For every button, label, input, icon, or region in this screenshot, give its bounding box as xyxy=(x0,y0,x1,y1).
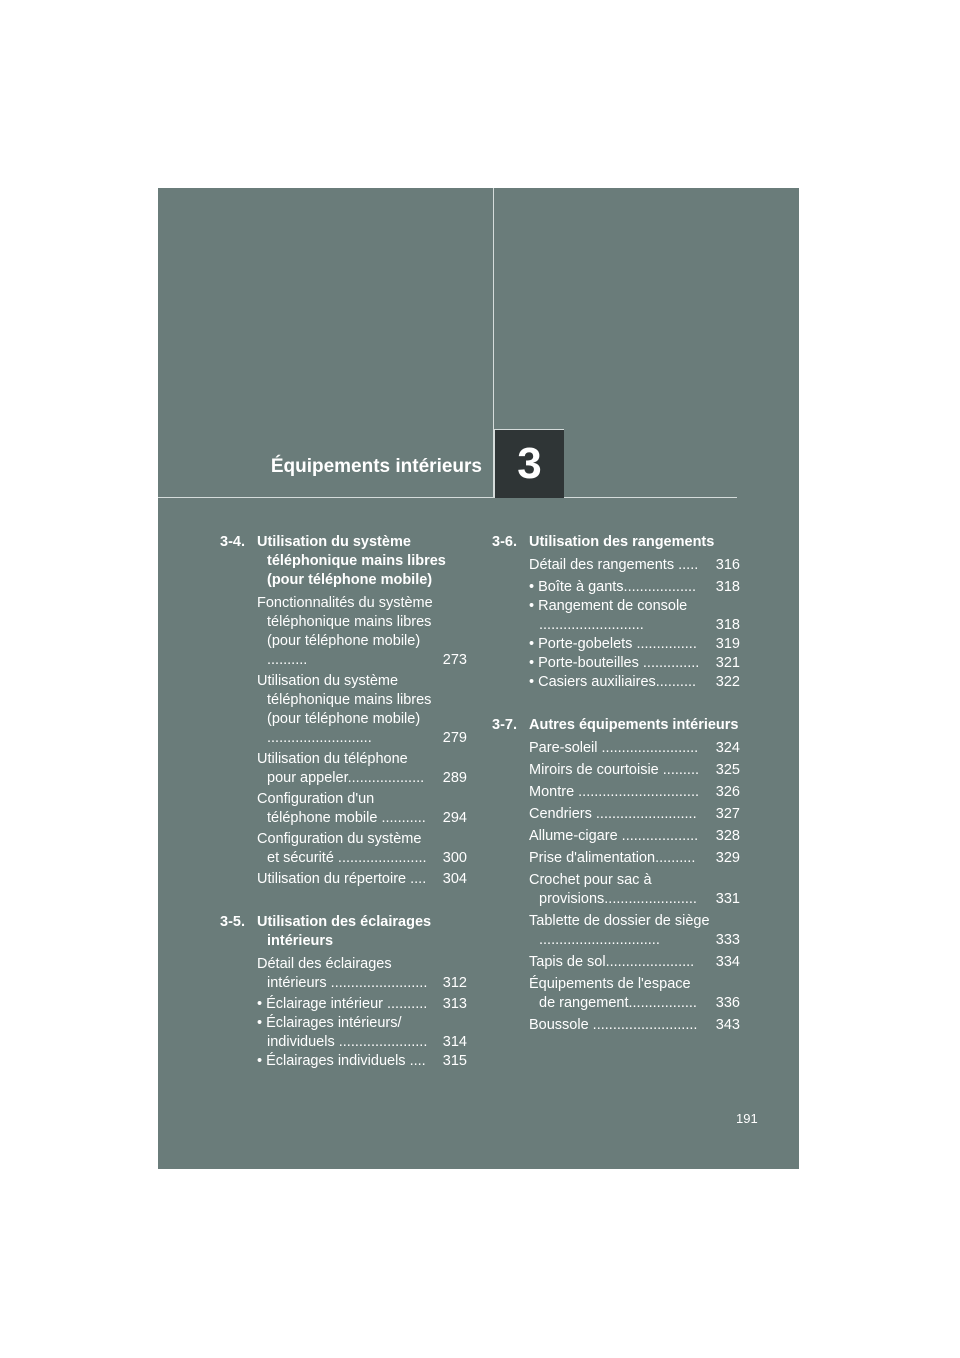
entry-title: Configuration du système et sécurité ...................... xyxy=(257,831,427,866)
toc-entry[interactable] xyxy=(529,578,740,597)
toc-entry[interactable] xyxy=(529,556,740,575)
toc-entry[interactable] xyxy=(529,849,740,868)
entry-page-number: 273 xyxy=(442,652,467,668)
toc-entry[interactable] xyxy=(529,783,740,802)
entry-page-number: 329 xyxy=(715,850,740,866)
section-heading xyxy=(220,533,467,590)
header-rule xyxy=(158,497,737,498)
toc-entry[interactable] xyxy=(529,975,740,1013)
chapter-number-badge: 3 xyxy=(494,429,564,498)
entry-title: Tapis de sol...................... xyxy=(529,954,695,970)
entry-title: Utilisation du répertoire .... xyxy=(257,871,427,887)
section-title: Utilisation du système téléphonique mains libres (pour téléphone mobile) xyxy=(257,534,446,588)
section-title: Autres équipements intérieurs xyxy=(529,717,739,733)
section-number: 3-5. xyxy=(220,914,245,930)
toc-entry[interactable] xyxy=(529,597,740,635)
section-title: Utilisation des rangements xyxy=(529,534,715,550)
toc-section xyxy=(220,533,467,889)
entry-page-number: 324 xyxy=(715,740,740,756)
entry-title: Tablette de dossier de siège .............................. xyxy=(529,913,710,948)
toc-entry[interactable] xyxy=(529,1016,740,1035)
toc-entry[interactable] xyxy=(257,1052,467,1071)
entry-page-number: 343 xyxy=(715,1017,740,1033)
entry-title: • Éclairages individuels .... xyxy=(257,1053,426,1069)
entry-page-number: 318 xyxy=(715,617,740,633)
entry-title: Configuration d'un téléphone mobile ........... xyxy=(257,791,426,826)
entry-title: • Rangement de console .......................... xyxy=(529,598,688,633)
toc-left-column xyxy=(220,533,467,1095)
entry-page-number: 336 xyxy=(715,995,740,1011)
toc-entry[interactable] xyxy=(529,635,740,654)
entry-page-number: 333 xyxy=(715,932,740,948)
entry-title: Fonctionnalités du système téléphonique mains libres (pour téléphone mobile) .......... xyxy=(257,595,433,668)
entry-page-number: 319 xyxy=(715,636,740,652)
section-number: 3-7. xyxy=(492,717,517,733)
entry-page-number: 304 xyxy=(442,871,467,887)
toc-entry[interactable] xyxy=(529,912,740,950)
toc-entry[interactable] xyxy=(257,790,467,828)
entry-title: • Boîte à gants.................. xyxy=(529,579,697,595)
entry-page-number: 326 xyxy=(715,784,740,800)
chapter-title: Équipements intérieurs xyxy=(270,456,482,477)
toc-entry[interactable] xyxy=(257,870,467,889)
toc-entry[interactable] xyxy=(529,953,740,972)
entry-title: Boussole .......................... xyxy=(529,1017,698,1033)
entry-title: Crochet pour sac à provisions....................... xyxy=(529,872,697,907)
entry-page-number: 312 xyxy=(442,975,467,991)
toc-entry[interactable] xyxy=(257,830,467,868)
section-heading xyxy=(492,533,740,552)
toc-section xyxy=(220,913,467,1071)
entry-title: • Éclairages intérieurs/ individuels ...................... xyxy=(257,1015,428,1050)
entry-title: • Porte-gobelets ............... xyxy=(529,636,697,652)
entry-page-number: 325 xyxy=(715,762,740,778)
section-heading xyxy=(220,913,467,951)
entry-page-number: 294 xyxy=(442,810,467,826)
section-number: 3-4. xyxy=(220,534,245,550)
toc-entry[interactable] xyxy=(257,955,467,993)
toc-entry[interactable] xyxy=(529,805,740,824)
entry-title: Détail des éclairages intérieurs ........................ xyxy=(257,956,428,991)
section-number: 3-6. xyxy=(492,534,517,550)
entry-page-number: 321 xyxy=(715,655,740,671)
entry-page-number: 322 xyxy=(715,674,740,690)
entry-title: Utilisation du système téléphonique mains libres (pour téléphone mobile) .......................... xyxy=(257,673,432,746)
toc-section xyxy=(492,533,740,692)
entry-page-number: 328 xyxy=(715,828,740,844)
toc-right-column xyxy=(492,533,740,1059)
entry-page-number: 327 xyxy=(715,806,740,822)
entry-title: Utilisation du téléphone pour appeler................... xyxy=(257,751,425,786)
entry-page-number: 289 xyxy=(442,770,467,786)
toc-entry[interactable] xyxy=(257,750,467,788)
toc-entry[interactable] xyxy=(529,871,740,909)
entry-title: Montre .............................. xyxy=(529,784,700,800)
entry-title: Prise d'alimentation.......... xyxy=(529,850,696,866)
toc-entry[interactable] xyxy=(529,739,740,758)
toc-entry[interactable] xyxy=(257,995,467,1014)
toc-section xyxy=(492,716,740,1035)
entry-page-number: 331 xyxy=(715,891,740,907)
toc-entry[interactable] xyxy=(529,673,740,692)
toc-entry[interactable] xyxy=(529,827,740,846)
entry-title: Équipements de l'espace de rangement................. xyxy=(529,976,697,1011)
entry-page-number: 300 xyxy=(442,850,467,866)
entry-page-number: 318 xyxy=(715,579,740,595)
entry-page-number: 315 xyxy=(442,1053,467,1069)
entry-page-number: 334 xyxy=(715,954,740,970)
toc-entry[interactable] xyxy=(257,594,467,670)
section-title: Utilisation des éclairages intérieurs xyxy=(257,914,432,949)
toc-entry[interactable] xyxy=(529,761,740,780)
entry-title: • Éclairage intérieur .......... xyxy=(257,996,428,1012)
entry-title: Cendriers ......................... xyxy=(529,806,697,822)
entry-title: Pare-soleil ........................ xyxy=(529,740,699,756)
entry-page-number: 313 xyxy=(442,996,467,1012)
section-heading xyxy=(492,716,740,735)
toc-entry[interactable] xyxy=(529,654,740,673)
entry-page-number: 314 xyxy=(442,1034,467,1050)
entry-page-number: 279 xyxy=(442,730,467,746)
entry-title: Allume-cigare ................... xyxy=(529,828,699,844)
page-number: 191 xyxy=(736,1111,758,1126)
entry-title: • Casiers auxiliaires.......... xyxy=(529,674,697,690)
entry-title: Détail des rangements ..... xyxy=(529,557,699,573)
entry-page-number: 316 xyxy=(715,557,740,573)
toc-entry[interactable] xyxy=(257,672,467,748)
entry-title: Miroirs de courtoisie ......... xyxy=(529,762,700,778)
entry-title: • Porte-bouteilles .............. xyxy=(529,655,700,671)
toc-entry[interactable] xyxy=(257,1014,467,1052)
